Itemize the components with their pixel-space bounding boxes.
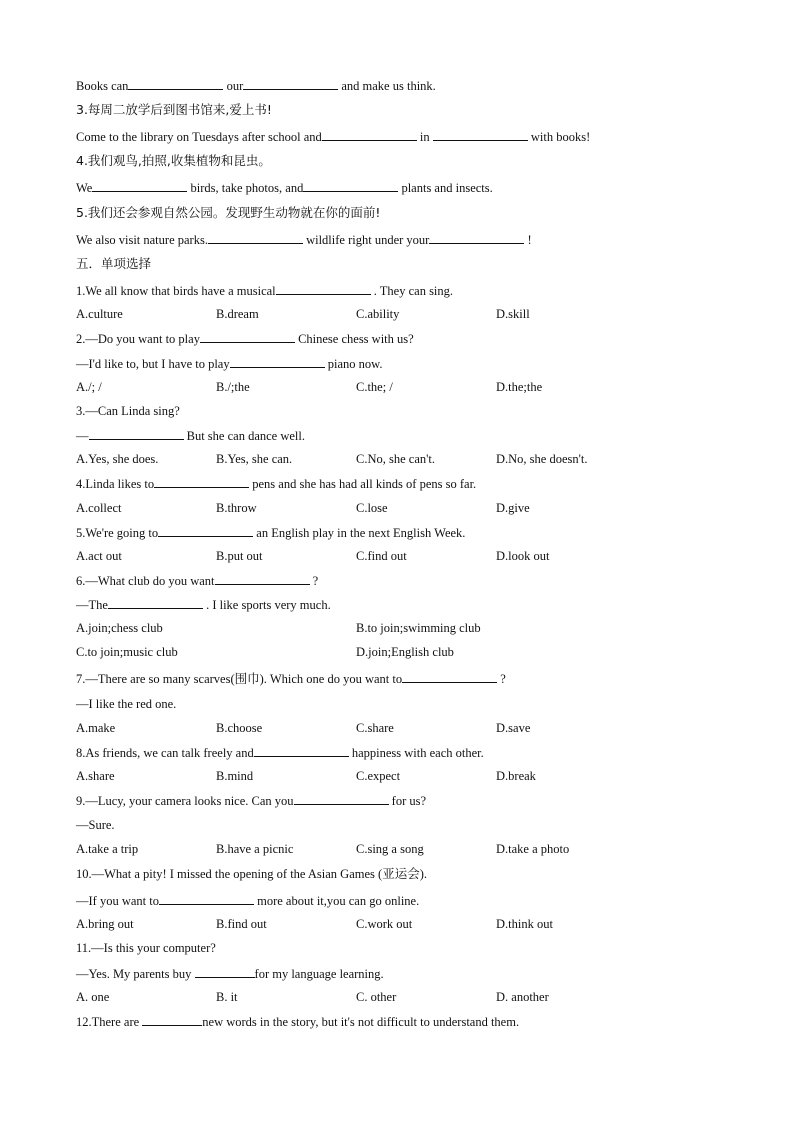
- option-a[interactable]: A.bring out: [76, 917, 134, 931]
- text-segment: for us?: [388, 794, 427, 808]
- option-c[interactable]: C.find out: [356, 549, 407, 563]
- text-segment: —Yes. My parents buy: [76, 967, 195, 981]
- option-a[interactable]: A.join;chess club: [76, 621, 163, 635]
- text-segment: in: [416, 130, 433, 144]
- question-9-stem: [76, 792, 426, 809]
- translate-line-books: [76, 77, 436, 94]
- answer-blank[interactable]: [433, 128, 528, 141]
- option-d[interactable]: D.join;English club: [356, 645, 454, 659]
- text-segment: an English play in the next English Week.: [253, 526, 466, 540]
- text-segment: Come to the library on Tuesdays after school and: [76, 130, 322, 144]
- answer-blank[interactable]: [128, 77, 223, 90]
- option-a[interactable]: A.act out: [76, 549, 122, 563]
- answer-blank[interactable]: [294, 792, 389, 805]
- option-d[interactable]: D.break: [496, 769, 536, 783]
- option-a[interactable]: A.share: [76, 769, 115, 783]
- answer-blank[interactable]: [200, 330, 295, 343]
- text-segment: pens and she has had all kinds of pens so far.: [249, 477, 477, 491]
- text-segment: happiness with each other.: [348, 746, 484, 760]
- text-segment: We: [76, 181, 93, 195]
- question-4-chinese: 4.我们观鸟,拍照,收集植物和昆虫。: [76, 153, 271, 168]
- translate-line-library: [76, 128, 590, 145]
- text-segment: and make us think.: [338, 79, 436, 93]
- option-a[interactable]: A.Yes, she does.: [76, 452, 159, 466]
- option-d[interactable]: D.give: [496, 501, 530, 515]
- answer-blank[interactable]: [243, 77, 338, 90]
- text-segment: —: [76, 429, 89, 443]
- text-segment: !: [524, 233, 532, 247]
- option-b[interactable]: B./;the: [216, 380, 250, 394]
- option-c[interactable]: C.sing a song: [356, 842, 424, 856]
- text-segment: 围巾: [234, 671, 260, 686]
- text-segment: plants and insects.: [398, 181, 493, 195]
- answer-blank[interactable]: [303, 179, 398, 192]
- answer-blank[interactable]: [254, 744, 349, 757]
- option-a[interactable]: A.make: [76, 721, 116, 735]
- text-segment: with books!: [527, 130, 591, 144]
- option-c[interactable]: C.share: [356, 721, 394, 735]
- text-segment: for my language learning.: [254, 967, 384, 981]
- text-segment: But she can dance well.: [183, 429, 305, 443]
- text-segment: 8.As friends, we can talk freely and: [76, 746, 254, 760]
- question-6-reply: [76, 596, 331, 613]
- question-7-reply: —I like the red one.: [76, 697, 177, 711]
- option-d[interactable]: D.No, she doesn't.: [496, 452, 588, 466]
- question-11-stem: 11.—Is this your computer?: [76, 941, 216, 955]
- text-segment: —The: [76, 598, 108, 612]
- option-c[interactable]: C.the; /: [356, 380, 393, 394]
- text-segment: 7.—There are so many scarves(: [76, 672, 235, 686]
- option-d[interactable]: D.save: [496, 721, 531, 735]
- option-b[interactable]: B.choose: [216, 721, 263, 735]
- question-7-stem: [76, 670, 506, 687]
- text-segment: 亚运会: [382, 866, 420, 881]
- text-segment: . They can sing.: [370, 284, 454, 298]
- answer-blank[interactable]: [195, 965, 255, 978]
- option-a[interactable]: A.culture: [76, 307, 123, 321]
- question-3-reply: [76, 427, 305, 444]
- translate-line-parks: [76, 231, 532, 248]
- text-segment: 1.We all know that birds have a musical: [76, 284, 276, 298]
- option-d[interactable]: D.the;the: [496, 380, 543, 394]
- option-b[interactable]: B.Yes, she can.: [216, 452, 293, 466]
- question-4-stem: [76, 475, 476, 492]
- translate-line-birds: [76, 179, 493, 196]
- question-2-reply: [76, 355, 382, 372]
- option-b[interactable]: B.find out: [216, 917, 267, 931]
- option-d[interactable]: D. another: [496, 990, 549, 1004]
- text-segment: 2.—Do you want to play: [76, 332, 200, 346]
- option-a[interactable]: A.take a trip: [76, 842, 139, 856]
- answer-blank[interactable]: [208, 231, 303, 244]
- text-segment: 5.We're going to: [76, 526, 159, 540]
- text-segment: birds, take photos, and: [187, 181, 304, 195]
- option-b[interactable]: B. it: [216, 990, 238, 1004]
- question-9-reply: —Sure.: [76, 818, 115, 832]
- question-5-stem: [76, 524, 465, 541]
- question-3-stem: 3.—Can Linda sing?: [76, 404, 180, 418]
- question-3-chinese: 3.每周二放学后到图书馆来,爱上书!: [76, 102, 272, 117]
- text-segment: more about it,you can go online.: [253, 894, 420, 908]
- text-segment: wildlife right under your: [302, 233, 430, 247]
- answer-blank[interactable]: [276, 282, 371, 295]
- option-c[interactable]: C.lose: [356, 501, 388, 515]
- answer-blank[interactable]: [429, 231, 524, 244]
- option-a[interactable]: A.collect: [76, 501, 122, 515]
- answer-blank[interactable]: [142, 1013, 202, 1026]
- option-b[interactable]: B.throw: [216, 501, 257, 515]
- question-5-chinese: 5.我们还会参观自然公园。发现野生动物就在你的面前!: [76, 205, 381, 220]
- question-6-stem: [76, 572, 318, 589]
- answer-blank[interactable]: [322, 128, 417, 141]
- option-c[interactable]: C.No, she can't.: [356, 452, 435, 466]
- text-segment: 4.Linda likes to: [76, 477, 155, 491]
- text-segment: 6.—What club do you want: [76, 574, 215, 588]
- option-c[interactable]: C. other: [356, 990, 397, 1004]
- option-b[interactable]: B.to join;swimming club: [356, 621, 481, 635]
- option-a[interactable]: A./; /: [76, 380, 102, 394]
- question-10-stem: [76, 866, 427, 882]
- option-d[interactable]: D.look out: [496, 549, 550, 563]
- text-segment: ). Which one do you want to: [259, 672, 403, 686]
- option-c[interactable]: C.to join;music club: [76, 645, 178, 659]
- question-12-stem: [76, 1013, 519, 1030]
- option-c[interactable]: C.work out: [356, 917, 413, 931]
- option-d[interactable]: D.think out: [496, 917, 553, 931]
- answer-blank[interactable]: [89, 427, 184, 440]
- answer-blank[interactable]: [108, 596, 203, 609]
- answer-blank[interactable]: [92, 179, 187, 192]
- text-segment: new words in the story, but it's not difficult to understand them.: [202, 1015, 520, 1029]
- option-d[interactable]: D.take a photo: [496, 842, 570, 856]
- answer-blank[interactable]: [154, 475, 249, 488]
- text-segment: ?: [497, 672, 506, 686]
- option-b[interactable]: B.mind: [216, 769, 254, 783]
- answer-blank[interactable]: [159, 892, 254, 905]
- text-segment: 9.—Lucy, your camera looks nice. Can you: [76, 794, 294, 808]
- option-c[interactable]: C.expect: [356, 769, 401, 783]
- question-11-reply: [76, 965, 384, 982]
- answer-blank[interactable]: [402, 670, 497, 683]
- text-segment: 10.—What a pity! I missed the opening of the Asian Games (: [76, 867, 383, 881]
- text-segment: Chinese chess with us?: [294, 332, 414, 346]
- option-d[interactable]: D.skill: [496, 307, 530, 321]
- answer-blank[interactable]: [158, 524, 253, 537]
- text-segment: piano now.: [324, 357, 383, 371]
- text-segment: —I'd like to, but I have to play: [76, 357, 230, 371]
- option-c[interactable]: C.ability: [356, 307, 400, 321]
- option-a[interactable]: A. one: [76, 990, 110, 1004]
- text-segment: ?: [309, 574, 319, 588]
- question-2-stem: [76, 330, 414, 347]
- text-segment: We also visit nature parks.: [76, 233, 208, 247]
- answer-blank[interactable]: [230, 355, 325, 368]
- text-segment: —If you want to: [76, 894, 159, 908]
- answer-blank[interactable]: [215, 572, 310, 585]
- option-b[interactable]: B.have a picnic: [216, 842, 294, 856]
- text-segment: Books can: [76, 79, 129, 93]
- question-1-stem: [76, 282, 453, 299]
- question-10-reply: [76, 892, 419, 909]
- text-segment: . I like sports very much.: [202, 598, 331, 612]
- option-b[interactable]: B.dream: [216, 307, 259, 321]
- text-segment: our: [223, 79, 244, 93]
- question-8-stem: [76, 744, 484, 761]
- section-title: 五．单项选择: [76, 256, 152, 271]
- text-segment: ).: [419, 867, 427, 881]
- text-segment: 12.There are: [76, 1015, 143, 1029]
- option-b[interactable]: B.put out: [216, 549, 263, 563]
